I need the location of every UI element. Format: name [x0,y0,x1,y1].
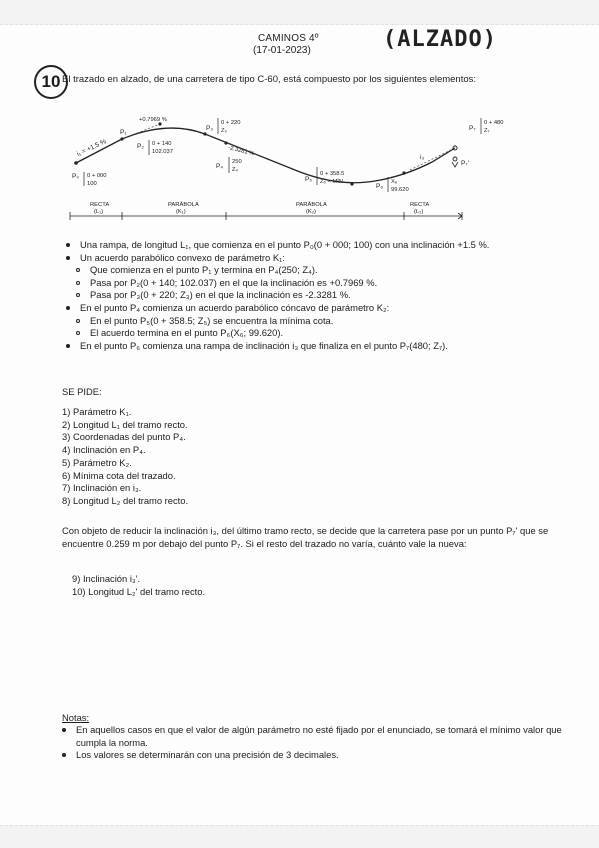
segment-2-name: PARÁBOLA [168,202,199,208]
extra-statement: Con objeto de reducir la inclinación i₃, del último tramo recto, se decide que la carretera pase por un punto P₇' que se encuentre 0.259 m por debajo del punto P₇. Si el resto del trazado no varía, cuánto vale la nueva: [62,525,549,549]
question-item: 10) Longitud L₂' del tramo recto. [72,585,206,597]
p7-label: P₇ [469,125,476,132]
element-item: Un acuerdo parabólico convexo de parámetro K₁: [66,252,581,265]
element-subitem: Pasa por P₂(0 + 140; 102.037) en el que la inclinación es +0.7969 %. [66,277,581,290]
segment-4-name: RECTA [410,202,430,208]
p5-point [350,182,353,185]
p7-pk: 0 + 480 [484,120,504,126]
page-bottom-margin [0,825,599,848]
se-pide-heading: SE PIDE: [62,386,102,397]
p3-label: P₃ [206,125,213,132]
p5-pk: 0 + 358.5 [320,171,345,177]
p4-pk: 250 [232,159,242,165]
profile-line [76,128,455,183]
p3-z: Z₃ [221,128,227,134]
segment-3-name: PARÁBOLA [296,202,327,208]
element-subitem: En el punto P₅(0 + 358.5; Z₅) se encuentra la mínima cota. [66,315,581,328]
p6-x: X₆ [391,179,398,185]
segment-2-sub: (K₁) [176,209,186,215]
questions-list [62,406,188,508]
p4-z: Z₄ [232,167,238,173]
p3-pk: 0 + 220 [221,120,241,126]
question-item: 3) Coordenadas del punto P₄. [62,431,186,443]
p2-pk: 0 + 140 [152,141,172,147]
p1-point [120,137,123,140]
exam-date: (17-01-2023) [253,45,311,56]
i1-label: i₁ = +1.5 % [75,138,108,158]
problem-intro: El trazado en alzado, de una carretera de tipo C-60, está compuesto por los siguientes elementos: [62,74,477,85]
i3-label: i₃ [420,154,425,161]
p0-z: 100 [87,181,97,187]
element-item: En el punto P₆ comienza una rampa de inclinación i₃ que finaliza en el punto P₇(480; Z₇). [66,340,581,353]
p0-pk: 0 + 000 [87,173,107,179]
course-title: CAMINOS 4º [258,33,319,44]
p2-label: P₂ [137,143,144,150]
p5-label: P₅ [305,176,312,183]
question-item: 1) Parámetro K₁. [62,406,132,417]
note-item: Los valores se determinarán con una precisión de 3 decimales. [62,749,584,762]
notes-list [62,724,584,762]
segment-3-sub: (K₂) [306,209,316,215]
slope2-label: +0.7969 % [139,117,167,123]
p6-label: P₆ [376,183,383,190]
question-item: 5) Parámetro K₂. [62,456,132,468]
element-subitem: Que comienza en el punto P₁ y termina en P₄(250; Z₄). [66,264,581,277]
extra-questions-list [72,573,205,598]
segment-4-sub: (L₂) [414,209,424,215]
segment-1-name: RECTA [90,202,110,208]
p2-z: 102.037 [152,149,173,155]
p3-point [203,132,206,135]
element-subitem: El acuerdo termina en el punto P₆(X₆; 99.620). [66,327,581,340]
p6-point [402,171,405,174]
question-item: 8) Longitud L₂ del tramo recto. [62,494,189,506]
element-item: Una rampa, de longitud L₁, que comienza en el punto P₀(0 + 000; 100) con una inclinación +1.5 %. [66,239,581,252]
section-stamp: (ALZADO) [383,27,497,52]
problem-number: 10 [34,65,68,99]
p7-prime-point [453,157,457,161]
p4-point [224,141,227,144]
notes-heading: Notas: [62,712,90,723]
p0-label: P₀ [72,173,80,180]
question-item: 6) Mínima cota del trazado. [62,469,176,481]
elements-list [66,239,581,352]
question-item: 4) Inclinación en P₄. [62,444,146,456]
p4-label: P₄ [216,163,223,170]
p1-label: P₁ [120,129,127,136]
tangent-i3 [410,148,455,170]
element-item: En el punto P₄ comienza un acuerdo parabólico cóncavo de parámetro K₂: [66,302,581,315]
element-subitem: Pasa por P₃(0 + 220; Z₃) en el que la inclinación es -2.3281 %. [66,289,581,302]
question-item: 2) Longitud L₁ del tramo recto. [62,418,188,430]
p7-z: Z₇ [484,128,490,134]
segment-1-sub: (L₁) [94,209,104,215]
p7-drop-arrow [452,162,458,167]
question-item: 7) Inclinación en i₃. [62,482,142,494]
note-item: En aquellos casos en que el valor de algún parámetro no esté fijado por el enunciado, se tomará el mínimo valor que cumpla la norma. [62,724,584,749]
slope3-label: -2.3281 % [227,145,255,158]
p6-z: 99.620 [391,187,409,193]
p0-point [74,161,78,165]
p7-prime-label: P₇' [461,160,469,167]
profile-diagram [0,0,599,240]
question-item: 9) Inclinación i₃'. [72,573,141,584]
p5-z: Z₅ = MÍN [320,179,344,185]
